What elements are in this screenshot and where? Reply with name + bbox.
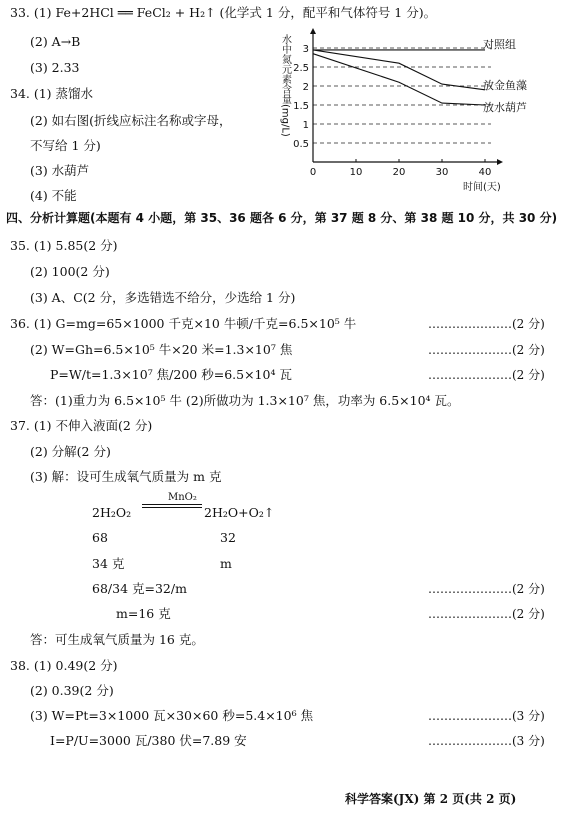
equation-arrow-line-2 [142,507,202,508]
q37-part2: (2) 分解(2 分) [30,444,111,459]
q36-part1-score: …………………(2 分) [428,317,545,331]
x-tick-label: 30 [435,167,449,178]
q36-part2-score: …………………(2 分) [428,343,545,357]
q37-part1: 37. (1) 不伸入液面(2 分) [10,418,153,433]
y-axis-arrow [310,28,316,34]
q37-ratio-score: …………………(2 分) [428,582,545,596]
y-tick-label: 1.5 [293,101,309,112]
mass-32: 32 [220,530,236,545]
q36-part1: 36. (1) G=mg=65×1000 千克×10 牛顿/千克=6.5×10⁵ 牛 [10,316,357,331]
series-line-3 [313,54,485,105]
q36-power-score: …………………(2 分) [428,368,545,382]
equation-catalyst: MnO₂ [168,492,197,503]
series-label-1: 对照组 [483,38,516,51]
q34-part4: (4) 不能 [30,188,77,203]
series-line-2 [313,50,485,90]
q34-part2-line2: 不写给 1 分) [30,138,101,153]
y-tick-label: 0.5 [293,139,309,150]
q38-part3: (3) W=Pt=3×1000 瓦×30×60 秒=5.4×10⁶ 焦 [30,708,314,723]
q37-ratio: 68/34 克=32/m [92,581,187,596]
equation-arrow-line-1 [142,504,202,505]
q33-part3: (3) 2.33 [30,60,80,75]
q35-part3: (3) A、C(2 分，多选错选不给分，少选给 1 分) [30,290,296,305]
equation-products: 2H₂O+O₂↑ [204,505,275,520]
q38-part2: (2) 0.39(2 分) [30,683,114,698]
q36-answer: 答：(1)重力为 6.5×10⁵ 牛 (2)所做功为 1.3×10⁷ 焦，功率为 6.5×10⁴ 瓦。 [30,393,460,408]
y-tick-label: 3 [302,44,309,55]
q36-part2: (2) W=Gh=6.5×10⁵ 牛×20 米=1.3×10⁷ 焦 [30,342,293,357]
q35-part2: (2) 100(2 分) [30,264,110,279]
q38-current: I=P/U=3000 瓦/380 伏=7.89 安 [50,733,247,748]
y-axis-label: 水中氮元素含量(mg/L) [279,34,291,137]
q33-part2: (2) A→B [30,34,81,49]
q36-power: P=W/t=1.3×10⁷ 焦/200 秒=6.5×10⁴ 瓦 [50,367,292,382]
series-label-3: 放水葫芦 [483,101,527,114]
series-label-2: 放金鱼藻 [483,79,527,92]
q38-part3-score: …………………(3 分) [428,709,545,723]
q37-answer: 答：可生成氧气质量为 16 克。 [30,632,204,647]
section-4-heading: 四、分析计算题(本题有 4 小题，第 35、36 题各 6 分，第 37 题 8 分、第 38 题 10 分，共 30 分) [6,211,558,225]
y-tick-label: 2.5 [293,63,309,74]
mass-m: m [220,556,232,571]
equation-reactant: 2H₂O₂ [92,505,132,520]
q38-current-score: …………………(3 分) [428,734,545,748]
x-tick-label: 10 [349,167,363,178]
x-tick-label: 0 [309,167,317,178]
q37-result-score: …………………(2 分) [428,607,545,621]
x-tick-label: 20 [392,167,406,178]
q35-part1: 35. (1) 5.85(2 分) [10,238,118,253]
x-axis-label: 时间(天) [463,182,501,193]
q33-part1: 33. (1) Fe+2HCl ══ FeCl₂ + H₂↑ (化学式 1 分，配平和气体符号 1 分)。 [10,5,437,20]
mass-34g: 34 克 [92,556,125,571]
mass-68: 68 [92,530,108,545]
x-tick-label: 40 [478,167,492,178]
page-footer: 科学答案(JX) 第 2 页(共 2 页) [345,792,517,806]
y-tick-label: 2 [302,82,309,93]
q37-result: m=16 克 [116,606,171,621]
q34-part2-line1: (2) 如右图(折线应标注名称或字母， [30,113,232,128]
y-tick-label: 1 [302,120,309,131]
q37-part3: (3) 解：设可生成氧气质量为 m 克 [30,469,222,484]
q34-part1: 34. (1) 蒸馏水 [10,86,94,101]
q38-part1: 38. (1) 0.49(2 分) [10,658,118,673]
nitrogen-content-chart [265,22,565,194]
q34-part3: (3) 水葫芦 [30,163,90,178]
x-axis-arrow [497,159,503,165]
